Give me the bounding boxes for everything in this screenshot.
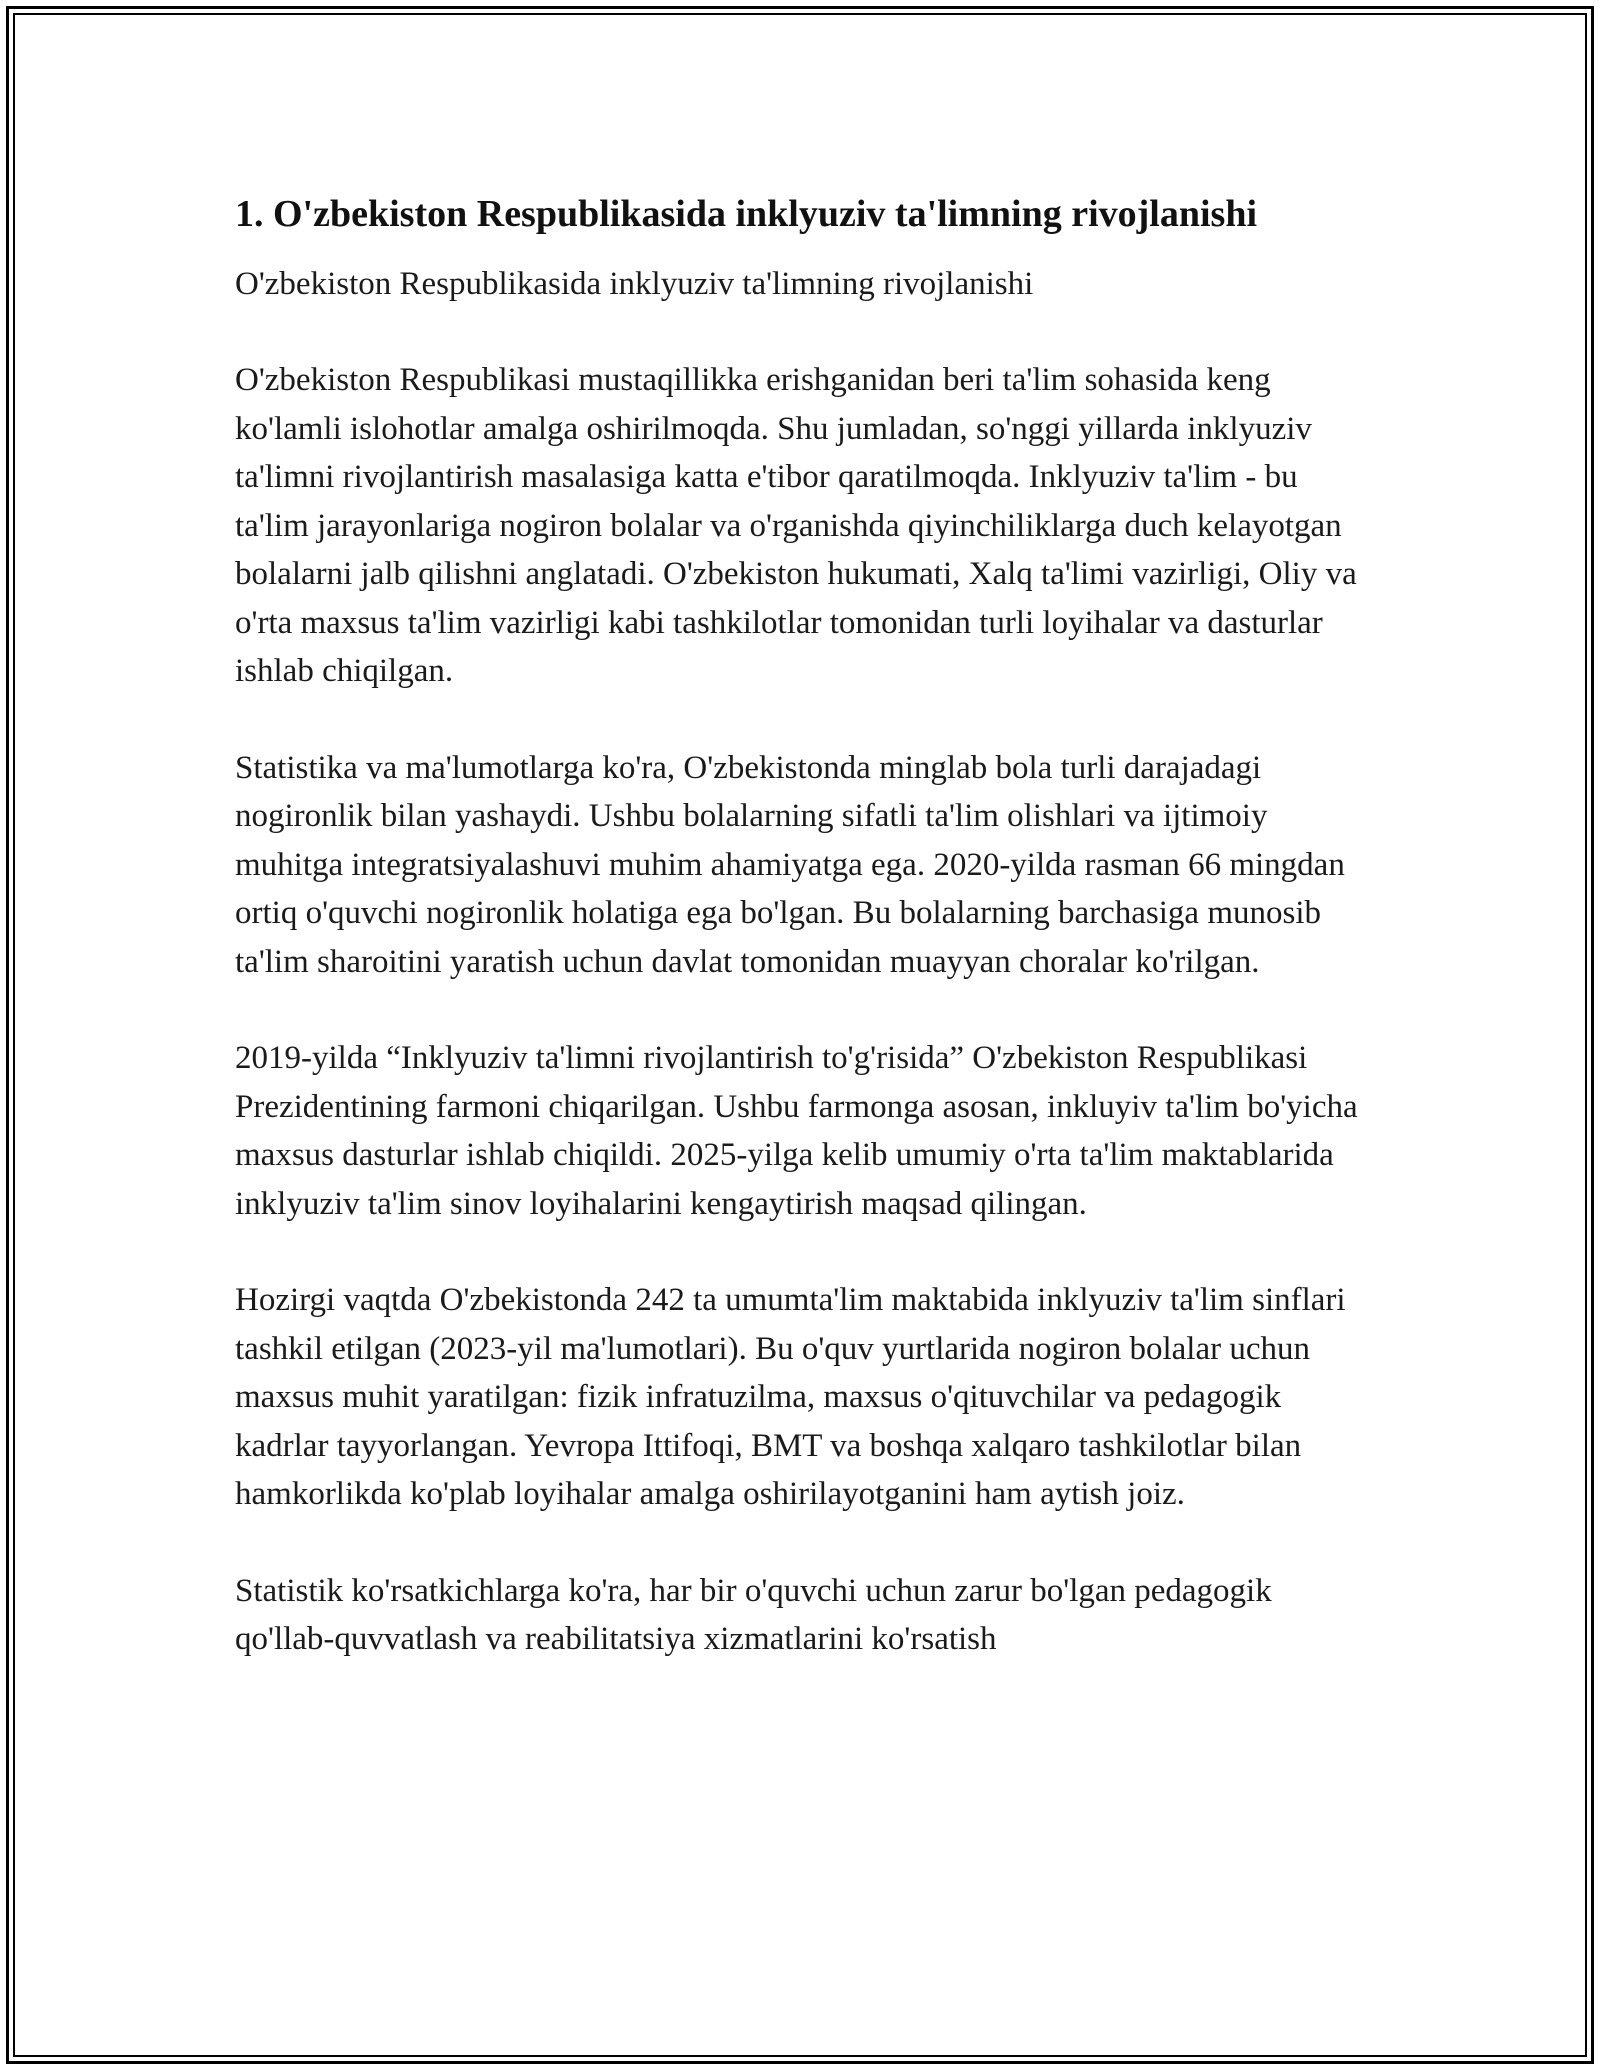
paragraph: Statistik ko'rsatkichlarga ko'ra, har bir o'quvchi uchun zarur bo'lgan pedagogik qo'llab-quvvatlash va reabilitatsiya xizmatlarini ko'rsatish xyxy=(235,1572,1272,1657)
document-title: 1. O'zbekiston Respublikasida inklyuziv ta'limning rivojlanishi xyxy=(235,193,1258,235)
paragraph: 2019-yilda “Inklyuziv ta'limni rivojlantirish to'g'risida” O'zbekiston Respublikasi Prezidentining farmoni chiqarilgan. Ushbu farmonga asosan, inkluyiv ta'lim bo'yicha maxsus dasturlar ishlab chiqildi. 2025-yilga kelib umumiy o'rta ta'lim maktablarida inklyuziv ta'lim sinov loyihalarini kengaytirish maqsad qilingan. xyxy=(235,1040,1358,1222)
paragraph: O'zbekiston Respublikasi mustaqillikka erishganidan beri ta'lim sohasida keng ko'lamli islohotlar amalga oshirilmoqda. Shu jumladan, so'nggi yillarda inklyuziv ta'limni rivojlantirish masalasiga katta e'tibor qaratilmoqda. Inklyuziv ta'lim - bu ta'lim jarayonlariga nogiron bolalar va o'rganishda qiyinchiliklarga duch kelayotgan bolalarni jalb qilishni anglatadi. O'zbekiston hukumati, Xalq ta'limi vazirligi, Oliy va o'rta maxsus ta'lim vazirligi kabi tashkilotlar tomonidan turli loyihalar va dasturlar ishlab chiqilgan. xyxy=(235,362,1357,689)
document-body xyxy=(235,188,1375,1712)
paragraph: Hozirgi vaqtda O'zbekistonda 242 ta umumta'lim maktabida inklyuziv ta'lim sinflari tashkil etilgan (2023-yil ma'lumotlari). Bu o'quv yurtlarida nogiron bolalar uchun maxsus muhit yaratilgan: fizik infratuzilma, maxsus o'qituvchilar va pedagogik kadrlar tayyorlangan. Yevropa Ittifoqi, BMT va boshqa xalqaro tashkilotlar bilan hamkorlikda ko'plab loyihalar amalga oshirilayotganini ham aytish joiz. xyxy=(235,1282,1346,1512)
document-subtitle: O'zbekiston Respublikasida inklyuziv ta'limning rivojlanishi xyxy=(235,266,1034,302)
paragraph: Statistika va ma'lumotlarga ko'ra, O'zbekistonda minglab bola turli darajadagi nogironlik bilan yashaydi. Ushbu bolalarning sifatli ta'lim olishlari va ijtimoiy muhitga integratsiyalashuvi muhim ahamiyatga ega. 2020-yilda rasman 66 mingdan ortiq o'quvchi nogironlik holatiga ega bo'lgan. Bu bolalarning barchasiga munosib ta'lim sharoitini yaratish uchun davlat tomonidan muayyan choralar ko'rilgan. xyxy=(235,749,1345,980)
